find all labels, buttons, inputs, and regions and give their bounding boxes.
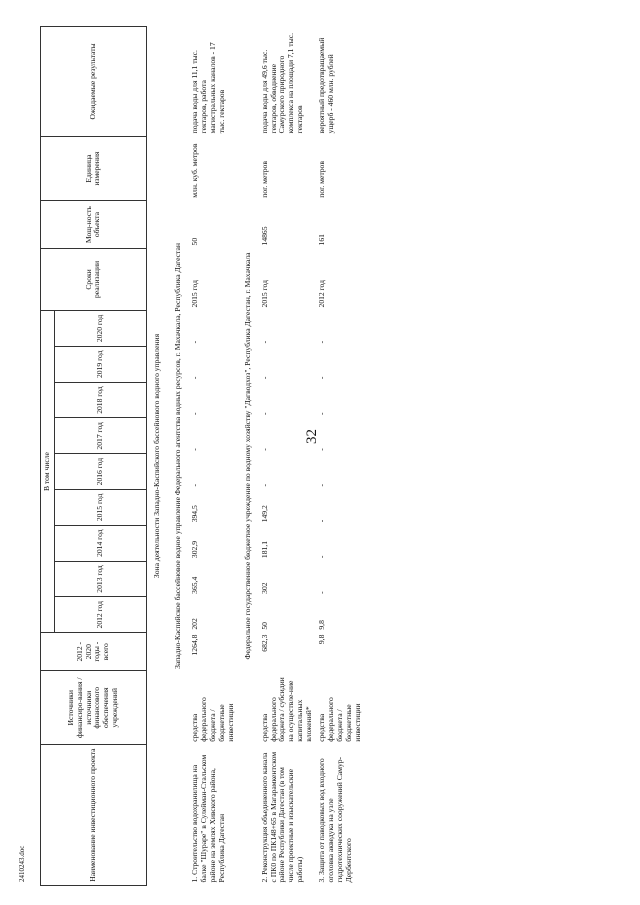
funding-source: средства федерального бюджета / субсидии на осуществле-ние капитальных вложений* [259, 677, 314, 742]
header-2017: 2017 год [54, 418, 146, 454]
header-2012: 2012 год [54, 597, 146, 633]
header-terms: Сроки реализации [41, 248, 147, 310]
terms-cell: 2012 год [317, 280, 327, 308]
value-2018: - [317, 412, 327, 415]
header-results: Ожидаемые результаты [41, 27, 147, 137]
project-name: 1. Строительство водохранилища на балке "Шураре" в Сулейман-Стальском районе на землях Хивского района, Республика Дагестан [189, 754, 226, 883]
value-2012: 9,8 [317, 620, 327, 630]
value-2017: - [259, 448, 269, 451]
value-2014: - [317, 555, 327, 559]
value-2018: - [259, 412, 269, 415]
funding-source: средства федерального бюджета / бюджетные инвестиции [317, 697, 363, 742]
results-cell: подача воды для 11,1 тыс. гектаров, работа магистральных каналов - 17 тыс. гектаров [189, 42, 226, 134]
header-2020: 2020 год [54, 310, 146, 346]
value-2015: 149,2 [259, 505, 269, 523]
total-cell: 682,3 [259, 634, 269, 652]
unit-cell: пог. метров [259, 161, 269, 198]
value-2012: 202 [189, 618, 199, 630]
capacity-cell: 14865 [259, 226, 269, 246]
terms-cell: 2015 год [189, 280, 199, 308]
investment-projects-table [40, 26, 365, 886]
section-title: Федеральное государственное бюджетное учреждение по водному хозяйству "Дагводхоз", Республика Дагестан, г. Махачкала [242, 252, 252, 660]
header-capacity: Мощ-ность объекта [41, 201, 147, 249]
value-2018: - [189, 412, 199, 415]
total-cell: 1264,8 [189, 634, 199, 656]
rotated-table-sheet [40, 26, 628, 886]
document-id: 2410243.doc [18, 845, 26, 882]
table-row [316, 27, 365, 886]
value-2020: - [189, 340, 199, 344]
header-2014: 2014 год [54, 525, 146, 561]
zone-title: Зона деятельности Западно-Каспийского бассейнового водного управления [151, 333, 161, 579]
value-2019: - [259, 376, 269, 380]
unit-cell: млн. куб. метров [189, 143, 199, 198]
value-2016: - [317, 483, 327, 487]
header-2013: 2013 год [54, 561, 146, 597]
header-source: Источники финансиро-вания / источники финансового обеспечения учреждений [41, 671, 147, 745]
value-2014: 181,1 [259, 540, 269, 559]
project-name: 2. Реконструкция объединенного канала с ПК0 по ПК148+65 в Магарамкентском районе Республики Дагестан (в том числе проектные и изыскательские работы) [259, 751, 305, 883]
results-cell: подача воды для 49,6 тыс. гектаров, обводнение Самурского природного комплекса на площади 7,1 тыс. гектаров [259, 33, 305, 134]
value-2013: 365,4 [189, 576, 199, 594]
total-cell: 9,8 [317, 634, 327, 645]
capacity-cell: 50 [189, 237, 199, 246]
value-2014: 302,9 [189, 540, 199, 559]
header-name: Наименование инвестиционного проекта [41, 745, 147, 886]
value-2020: - [259, 340, 269, 344]
value-2017: - [317, 448, 327, 451]
results-cell: вероятный предотвращаемый ущерб - 460 млн. рублей [317, 37, 336, 134]
section-title: Западно-Каспийское бассейновое водное управление Федерального агентства водных ресурсов, г. Махачкала, Республика Дагестан [172, 243, 182, 669]
value-2019: - [317, 376, 327, 380]
table-row [259, 27, 317, 886]
header-2015: 2015 год [54, 490, 146, 526]
header-including: В том числе [41, 310, 55, 632]
header-2016: 2016 год [54, 454, 146, 490]
value-2016: - [259, 483, 269, 487]
project-name: 3. Защита от паводковых вод входного оголовка акведука на узле гидротехнических сооружений Самур-Дербентского [317, 756, 354, 883]
unit-cell: пог. метров [317, 161, 327, 198]
value-2015: - [317, 519, 327, 523]
table-row [189, 27, 238, 886]
value-2020: - [317, 340, 327, 344]
header-2018: 2018 год [54, 382, 146, 418]
value-2015: 394,5 [189, 505, 199, 523]
value-2013: - [317, 591, 327, 594]
funding-source: средства федерального бюджета / бюджетные инвестиции [189, 697, 235, 742]
terms-cell: 2015 год [259, 280, 269, 308]
value-2019: - [189, 376, 199, 380]
page-number: 32 [304, 429, 320, 444]
value-2016: - [189, 483, 199, 487]
value-2017: - [189, 448, 199, 451]
capacity-cell: 161 [317, 234, 327, 246]
header-total: 2012 - 2020 годы - всего [41, 633, 147, 671]
value-2012: 50 [259, 622, 269, 630]
header-unit: Единица измерения [41, 136, 147, 200]
header-2019: 2019 год [54, 346, 146, 382]
value-2013: 302 [259, 582, 269, 594]
